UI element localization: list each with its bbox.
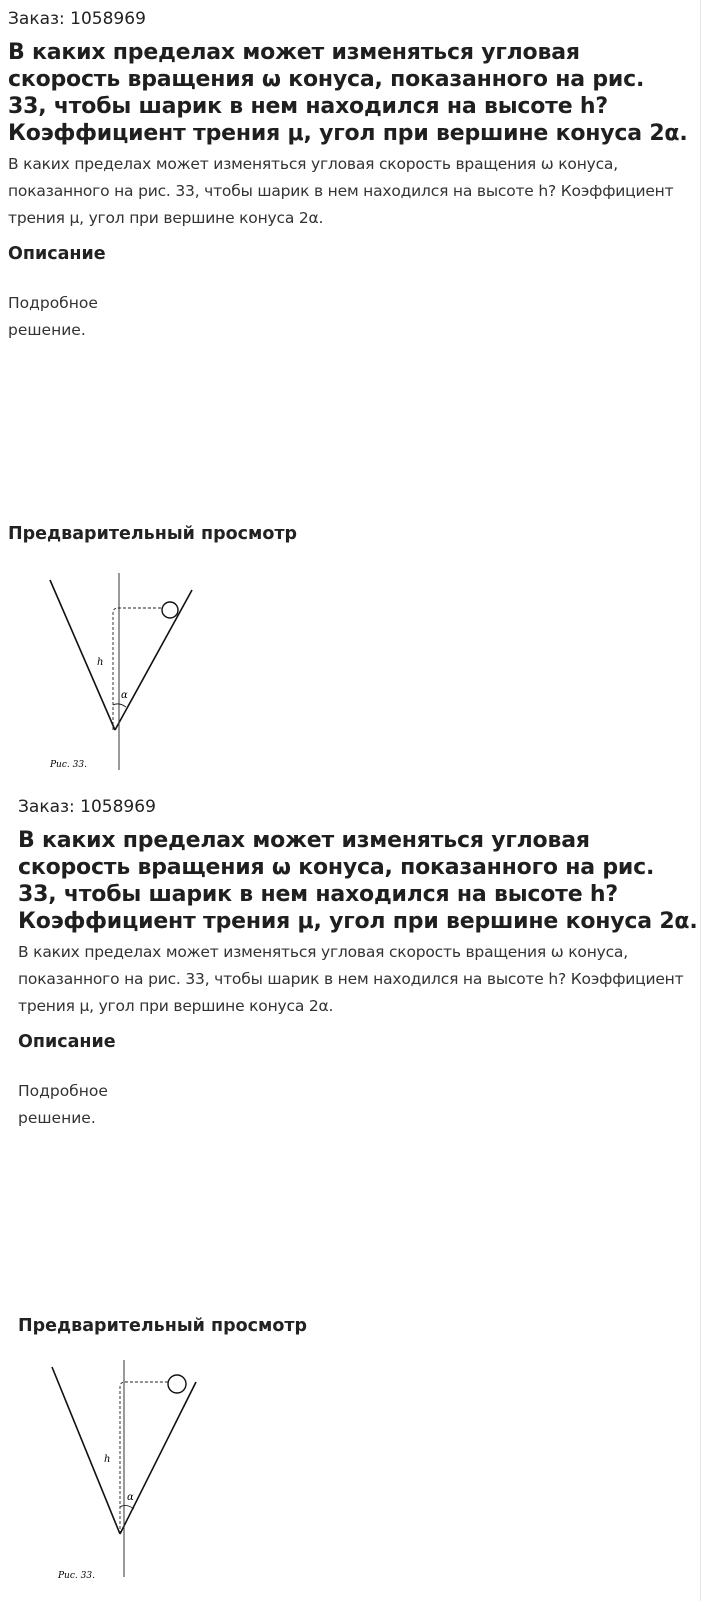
figure-caption: Рис. 33. bbox=[58, 1571, 95, 1581]
order-number: Заказ: 1058969 bbox=[8, 9, 146, 29]
preview-heading: Предварительный просмотр bbox=[8, 524, 298, 544]
cone-figure bbox=[40, 565, 210, 775]
ball bbox=[162, 602, 178, 618]
height-guide bbox=[113, 608, 161, 730]
cone-left-wall bbox=[50, 580, 115, 730]
problem-title: В каких пределах может изменяться угловая скорость вращения ω конуса, показанного на рис. 33, чтобы шарик в нем находился на высоте h? Коэффициент трения μ, угол при вершине конуса 2α. bbox=[18, 828, 698, 934]
order-number: Заказ: 1058969 bbox=[18, 797, 156, 817]
description-heading: Описание bbox=[18, 1032, 116, 1052]
problem-text: В каких пределах может изменяться угловая скорость вращения ω конуса, показанного на рис. 33, чтобы шарик в нем находился на высоте h? Коэффициент трения μ, угол при вершине конуса 2α. bbox=[8, 155, 674, 227]
angle-label: α bbox=[127, 1492, 134, 1503]
cone-figure bbox=[44, 1352, 214, 1582]
height-guide bbox=[120, 1382, 169, 1534]
problem-text: В каких пределах может изменяться угловая скорость вращения ω конуса, показанного на рис. 33, чтобы шарик в нем находился на высоте h? Коэффициент трения μ, угол при вершине конуса 2α. bbox=[18, 943, 684, 1015]
description-heading: Описание bbox=[8, 244, 106, 264]
description-body: Подробное решение. bbox=[18, 1082, 108, 1127]
listing-block-1 bbox=[8, 8, 688, 344]
height-label: h bbox=[97, 657, 104, 668]
description-body: Подробное решение. bbox=[8, 294, 98, 339]
cone-right-wall bbox=[120, 1382, 196, 1534]
angle-label: α bbox=[121, 690, 128, 701]
figure-caption: Рис. 33. bbox=[50, 760, 87, 770]
preview-heading: Предварительный просмотр bbox=[18, 1316, 308, 1336]
cone-right-wall bbox=[115, 590, 192, 730]
cone-left-wall bbox=[52, 1367, 120, 1534]
height-label: h bbox=[104, 1454, 111, 1465]
problem-title: В каких пределах может изменяться угловая скорость вращения ω конуса, показанного на рис. 33, чтобы шарик в нем находился на высоте h? Коэффициент трения μ, угол при вершине конуса 2α. bbox=[8, 40, 688, 146]
listing-block-2 bbox=[18, 796, 698, 1132]
ball bbox=[168, 1375, 186, 1393]
